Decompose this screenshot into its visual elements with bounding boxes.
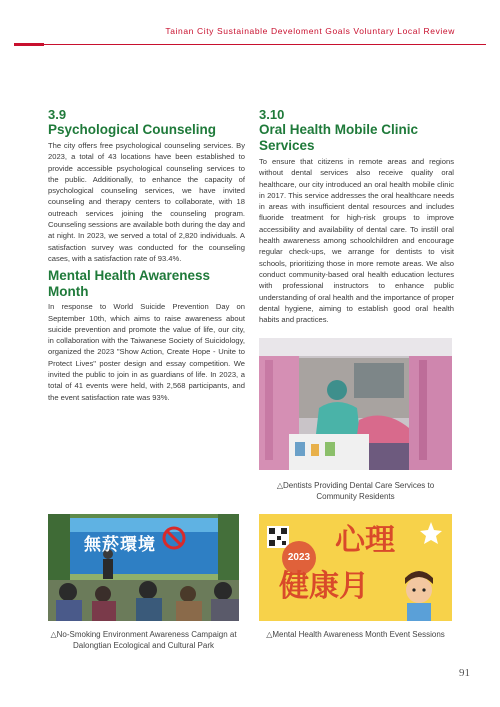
poster-title-line2: 健康月 bbox=[279, 569, 369, 604]
poster-year: 2023 bbox=[287, 552, 311, 563]
page-number: 91 bbox=[459, 667, 470, 679]
section-oral-health bbox=[259, 108, 454, 325]
body-paragraph: To ensure that citizens in remote areas and regions without dental services also receive quality oral healthcare, our city introduced an oral health mobile clinic in 2017. This service addresses the oral healthcare needs in areas with insufficient dental resources and includes fluoride treatment for high-risk groups to improve accessibility and availability of dental care. To instill oral health awareness among schoolchildren and encourage regular check-ups, we arrange for dentists to visit schools, prioritizing those in more remote areas. We also conduct community-based oral health education lectures with professional instructors to enhance public understanding of oral health and the importance of proper dental hygiene, aiming to establish good oral health habits and practices. bbox=[259, 157, 454, 325]
section-number: 3.10 bbox=[259, 107, 285, 122]
banner-text: 無菸環境 bbox=[84, 535, 156, 555]
section-title: Psychological Counseling bbox=[48, 122, 217, 137]
body-paragraph: The city offers free psychological counseling services. By 2023, a total of 43 locations have been established to provide accessible psychological counseling services to the public. Additionally, to enhance the capacity of psychological counseling services, we have invited counseling and therapy centers to collaborate, with 18 outreach services joining the counseling program. Counseling sessions are available both during the day and at night. In 2023, we served a total of 2,820 individuals. A satisfaction survey was conducted for the counseling cases, with a satisfaction rate of 93.4%. bbox=[48, 141, 245, 263]
header-title: Tainan City Sustainable Develoment Goals Voluntary Local Review bbox=[165, 26, 455, 36]
dental-clinic-photo bbox=[259, 338, 452, 470]
section-number: 3.9 bbox=[48, 107, 67, 122]
subsection-title: Mental Health Awareness Month bbox=[48, 268, 211, 300]
mental-health-photo-caption: △Mental Health Awareness Month Event Sessions bbox=[266, 630, 445, 639]
mental-health-poster bbox=[259, 514, 452, 621]
poster-title-line1: 心理 bbox=[335, 523, 395, 558]
no-smoking-campaign-photo bbox=[48, 514, 239, 621]
body-paragraph: In response to World Suicide Prevention Day on September 10th, which aims to raise awareness about suicide prevention and promote the value of life, our city, in collaboration with the Taiwanese Society of Suicidology, organized the 2023 "Show Action, Create Hope - Unite to Protect Lives" poster design and essay competition. We invited the public to join in as guardians of life. In 2023, a total of 41 events were held, with 2,568 participants, and the event satisfaction rate was 93%. bbox=[48, 302, 245, 402]
section-psychological-counseling bbox=[48, 108, 245, 403]
no-smoking-photo-caption: △No-Smoking Environment Awareness Campaign at Dalongtian Ecological and Cultural Park bbox=[50, 630, 237, 650]
section-title: Oral Health Mobile Clinic Services bbox=[259, 122, 419, 153]
header-rule bbox=[14, 44, 486, 45]
dental-photo-caption: △Dentists Providing Dental Care Services to Community Residents bbox=[276, 481, 435, 501]
